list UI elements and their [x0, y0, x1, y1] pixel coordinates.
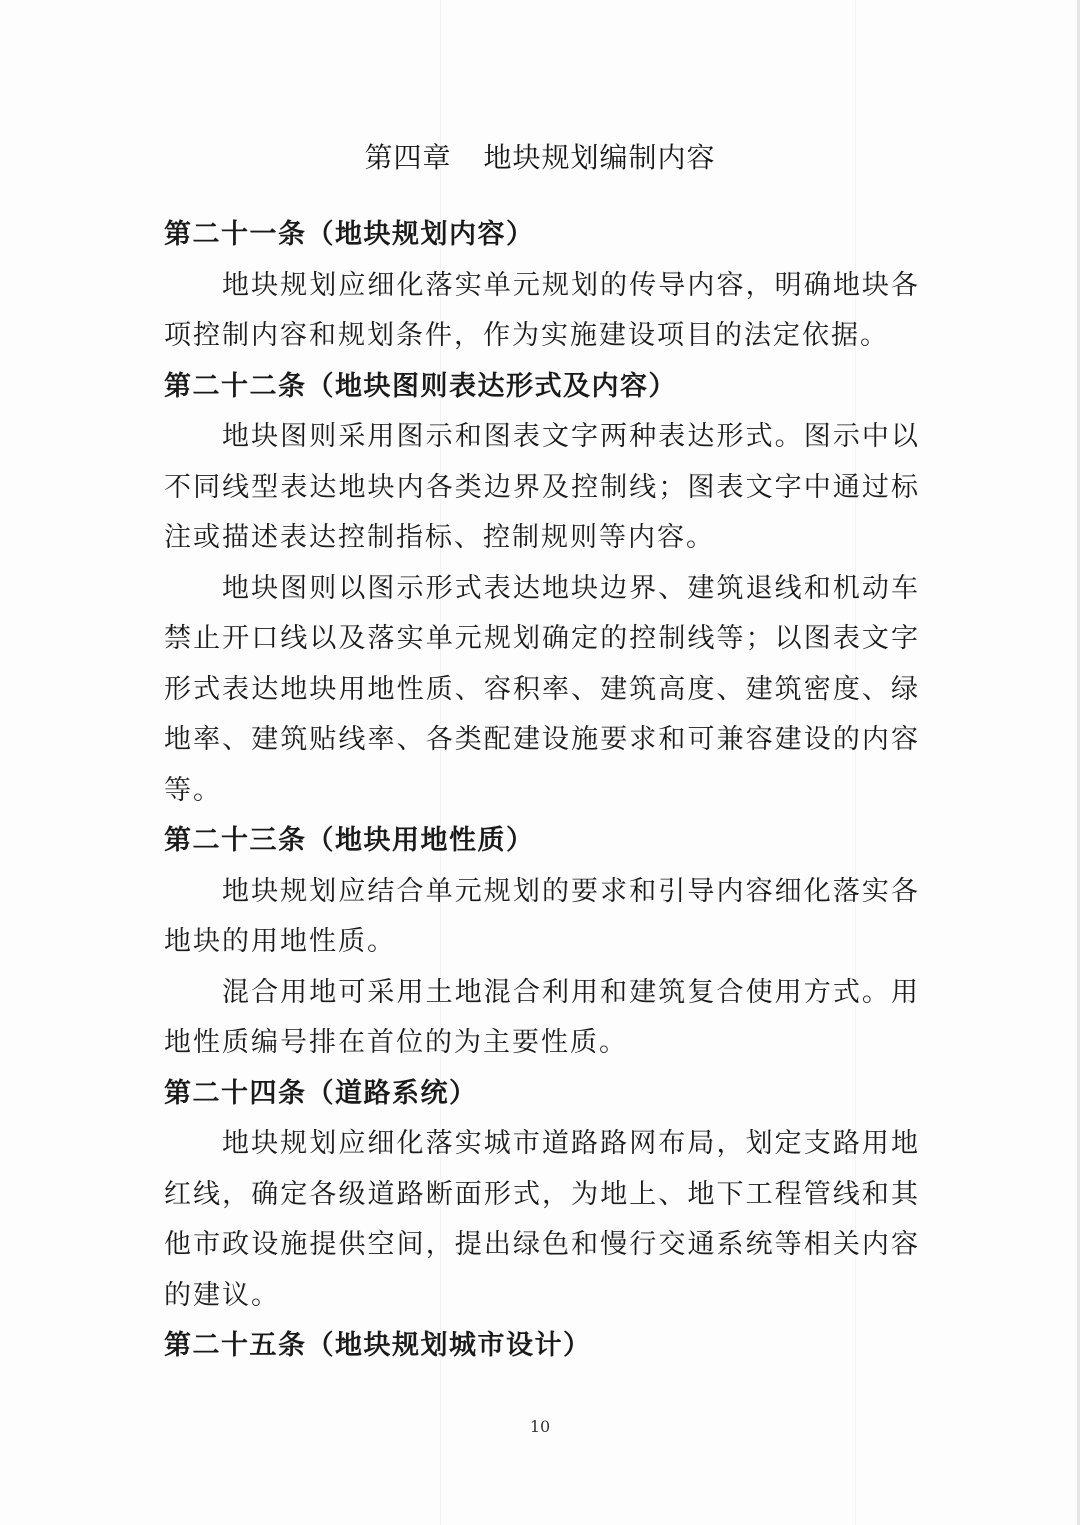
article-heading: 第二十三条（地块用地性质） — [164, 825, 535, 856]
article-heading: 第二十二条（地块图则表达形式及内容） — [164, 370, 677, 402]
article-paragraph: 地块规划应细化落实城市道路路网布局，划定支路用地红线，确定各级道路断面形式，为地上、地下工程管线和其他市政设施提供空间，提出绿色和慢行交通系统等相关内容的建议。 — [164, 1128, 920, 1311]
article-heading: 第二十一条（地块规划内容） — [164, 219, 535, 250]
article-paragraph: 地块规划应细化落实单元规划的传导内容，明确地块各项控制内容和规划条件，作为实施建设项目的法定依据。 — [164, 269, 920, 351]
page-number: 10 — [529, 1417, 551, 1436]
article-25 — [164, 1321, 920, 1372]
document-body — [164, 210, 920, 1372]
article-21 — [164, 210, 920, 362]
article-24 — [164, 1069, 920, 1322]
article-paragraph: 混合用地可采用土地混合利用和建筑复合使用方式。用地性质编号排在首位的为主要性质。 — [164, 976, 920, 1058]
article-paragraph: 地块图则采用图示和图表文字两种表达形式。图示中以不同线型表达地块内各类边界及控制线；图表文字中通过标注或描述表达控制指标、控制规则等内容。 — [164, 421, 920, 553]
article-22 — [164, 362, 920, 817]
article-heading: 第二十四条（道路系统） — [164, 1077, 478, 1109]
chapter-number: 第四章 — [364, 141, 452, 174]
chapter-title — [0, 133, 1080, 183]
article-paragraph: 地块图则以图示形式表达地块边界、建筑退线和机动车禁止开口线以及落实单元规划确定的控制线等；以图表文字形式表达地块用地性质、容积率、建筑高度、建筑密度、绿地率、建筑贴线率、各类配建设施要求和可兼容建设的内容等。 — [164, 572, 920, 806]
chapter-name: 地块规划编制内容 — [483, 141, 716, 174]
article-heading: 第二十五条（地块规划城市设计） — [164, 1330, 592, 1361]
article-23 — [164, 816, 920, 1069]
article-paragraph: 地块规划应结合单元规划的要求和引导内容细化落实各地块的用地性质。 — [164, 875, 920, 957]
